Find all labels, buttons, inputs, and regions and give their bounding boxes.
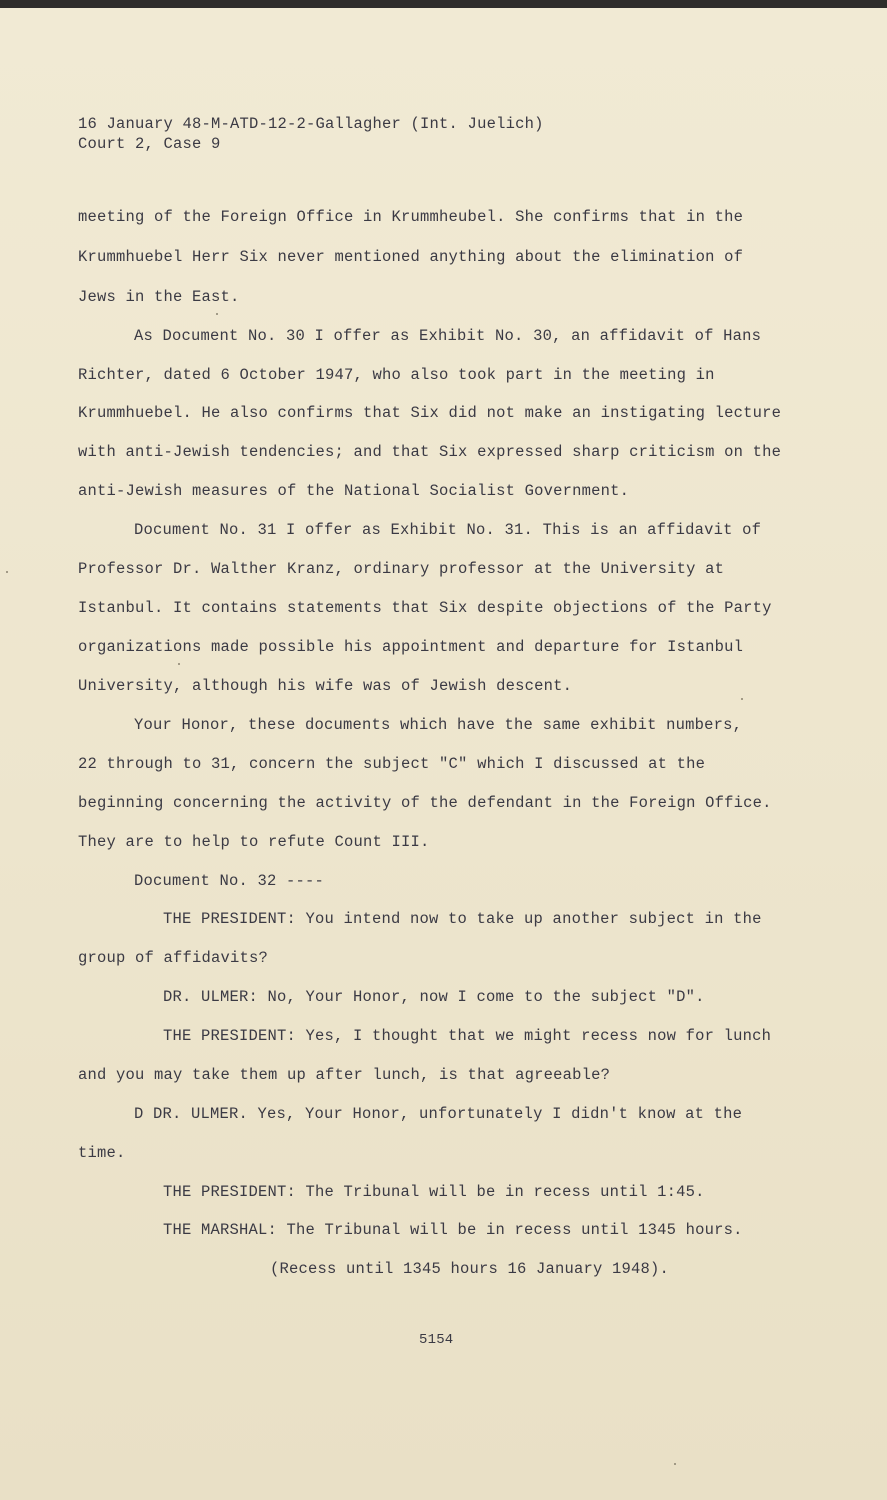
page-number: 5154 xyxy=(419,1332,454,1348)
text-line: time. xyxy=(78,1144,126,1162)
text-line: group of affidavits? xyxy=(78,949,269,967)
header-line-1: 16 January 48-M-ATD-12-2-Gallagher (Int. Juelich) xyxy=(78,115,544,133)
text-line: and you may take them up after lunch, is that agreeable? xyxy=(78,1066,611,1084)
text-line: THE PRESIDENT: Yes, I thought that we might recess now for lunch xyxy=(163,1027,772,1045)
text-line: Krummhuebel Herr Six never mentioned anything about the elimination of xyxy=(78,248,744,266)
text-line: As Document No. 30 I offer as Exhibit No. 30, an affidavit of Hans xyxy=(134,327,762,345)
text-line: anti-Jewish measures of the National Socialist Government. xyxy=(78,482,630,500)
paper-speck xyxy=(178,663,180,665)
paper-speck xyxy=(741,698,743,700)
scan-top-edge xyxy=(0,0,887,8)
text-line: Your Honor, these documents which have the same exhibit numbers, xyxy=(134,716,743,734)
text-line: D DR. ULMER. Yes, Your Honor, unfortunately I didn't know at the xyxy=(134,1105,743,1123)
paper-speck xyxy=(674,1463,676,1465)
text-line: 22 through to 31, concern the subject "C" which I discussed at the xyxy=(78,755,706,773)
document-page xyxy=(0,8,887,1500)
text-line: DR. ULMER: No, Your Honor, now I come to the subject "D". xyxy=(163,988,705,1006)
text-line: Krummhuebel. He also confirms that Six did not make an instigating lecture xyxy=(78,404,782,422)
paper-speck xyxy=(216,313,218,315)
text-line: University, although his wife was of Jewish descent. xyxy=(78,677,573,695)
text-line: They are to help to refute Count III. xyxy=(78,833,430,851)
text-line: THE PRESIDENT: You intend now to take up another subject in the xyxy=(163,910,762,928)
text-line: with anti-Jewish tendencies; and that Six expressed sharp criticism on the xyxy=(78,443,782,461)
text-line: THE MARSHAL: The Tribunal will be in recess until 1345 hours. xyxy=(163,1221,743,1239)
text-line: organizations made possible his appointment and departure for Istanbul xyxy=(78,638,744,656)
text-line: THE PRESIDENT: The Tribunal will be in recess until 1:45. xyxy=(163,1183,705,1201)
text-line: beginning concerning the activity of the defendant in the Foreign Office. xyxy=(78,794,772,812)
text-line: Richter, dated 6 October 1947, who also took part in the meeting in xyxy=(78,366,715,384)
text-line: Istanbul. It contains statements that Six despite objections of the Party xyxy=(78,599,772,617)
text-line: (Recess until 1345 hours 16 January 1948). xyxy=(270,1260,670,1278)
text-line: Professor Dr. Walther Kranz, ordinary professor at the University at xyxy=(78,560,725,578)
text-line: Jews in the East. xyxy=(78,288,240,306)
text-line: Document No. 32 ---- xyxy=(134,872,325,890)
paper-speck xyxy=(6,571,8,573)
text-line: Document No. 31 I offer as Exhibit No. 31. This is an affidavit of xyxy=(134,521,762,539)
text-line: meeting of the Foreign Office in Krummheubel. She confirms that in the xyxy=(78,208,744,226)
header-line-2: Court 2, Case 9 xyxy=(78,135,221,153)
